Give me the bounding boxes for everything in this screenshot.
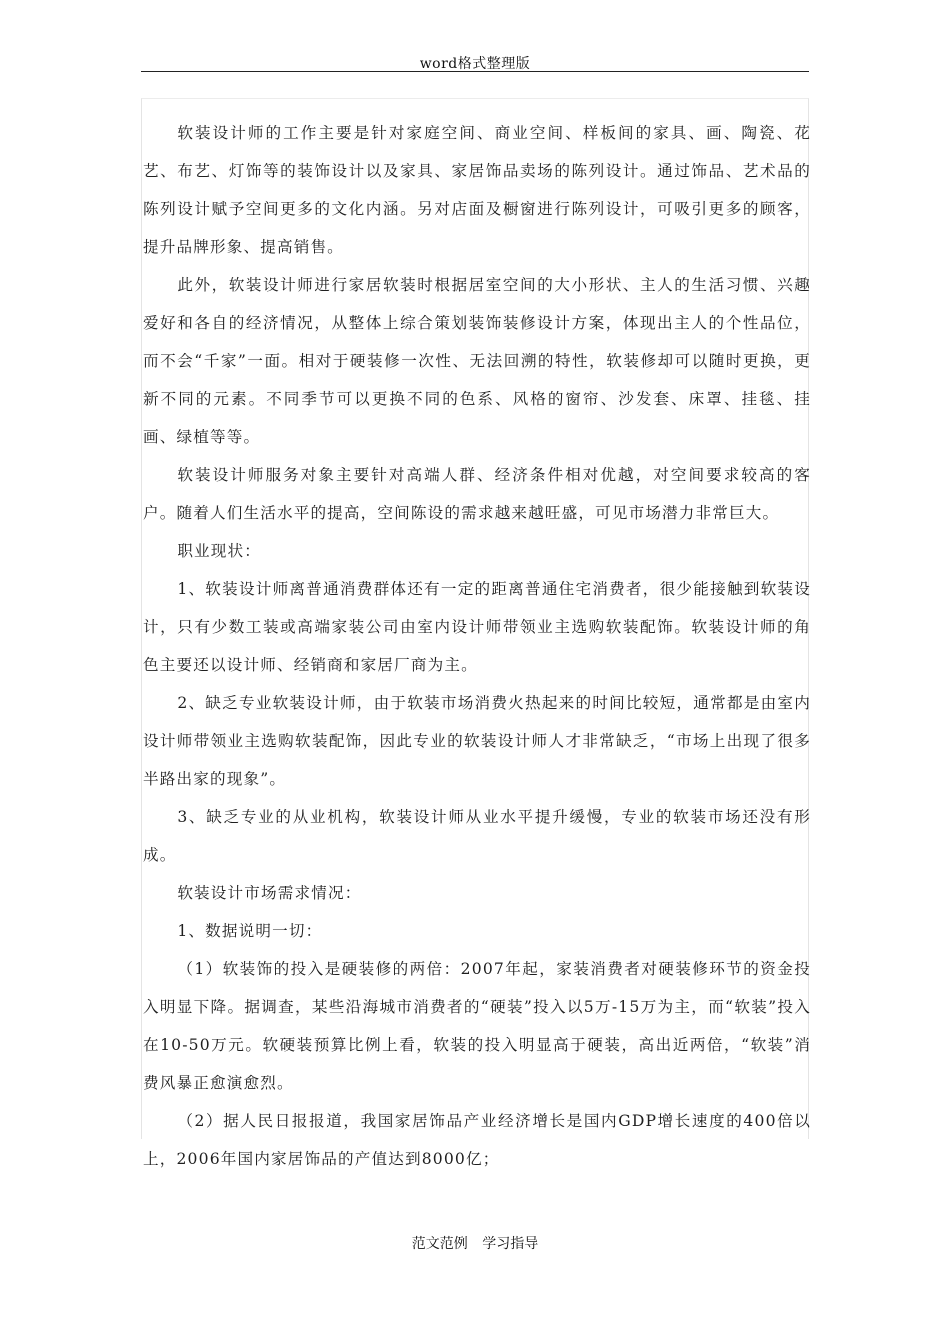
sub-item-demand-2: （2）据人民日报报道，我国家居饰品产业经济增长是国内GDP增长速度的400倍以上，2006年国内家居饰品的产值达到8000亿； [143,1112,811,1168]
list-item-demand-1: 1、数据说明一切： [177,922,323,940]
page-footer-text: 范文范例 学习指导 [411,1236,539,1252]
paragraph-intro: 软装设计师的工作主要是针对家庭空间、商业空间、样板间的家具、画、陶瓷、花艺、布艺、灯饰等的装饰设计以及家具、家居饰品卖场的陈列设计。通过饰品、艺术品的陈列设计赋予空间更多的文化内涵。另对店面及橱窗进行陈列设计，可吸引更多的顾客，提升品牌形象、提高销售。 [143,124,811,256]
paragraph-additional: 此外，软装设计师进行家居软装时根据居室空间的大小形状、主人的生活习惯、兴趣爱好和各自的经济情况，从整体上综合策划装饰装修设计方案，体现出主人的个性品位，而不会“千家”一面。相对于硬装修一次性、无法回溯的特性，软装修却可以随时更换，更新不同的元素。不同季节可以更换不同的色系、风格的窗帘、沙发套、床罩、挂毯、挂画、绿植等等。 [143,276,811,446]
paragraph-clients: 软装设计师服务对象主要针对高端人群、经济条件相对优越，对空间要求较高的客户。随着人们生活水平的提高，空间陈设的需求越来越旺盛，可见市场潜力非常巨大。 [143,466,811,522]
page-header-title: word格式整理版 [419,56,531,72]
list-item-status-2: 2、缺乏专业软装设计师，由于软装市场消费火热起来的时间比较短，通常都是由室内设计师带领业主选购软装配饰，因此专业的软装设计师人才非常缺乏，“市场上出现了很多半路出家的现象”。 [143,694,811,788]
header-divider [141,71,809,72]
section-heading-demand: 软装设计市场需求情况： [177,884,362,902]
list-item-status-1: 1、软装设计师离普通消费群体还有一定的距离普通住宅消费者，很少能接触到软装设计，只有少数工装或高端家装公司由室内设计师带领业主选购软装配饰。软装设计师的角色主要还以设计师、经销商和家居厂商为主。 [143,580,811,674]
document-body [143,114,811,1178]
section-heading-status: 职业现状： [177,542,262,560]
list-item-status-3: 3、缺乏专业的从业机构，软装设计师从业水平提升缓慢，专业的软装市场还没有形成。 [143,808,811,864]
sub-item-demand-1: （1）软装饰的投入是硬装修的两倍：2007年起，家装消费者对硬装修环节的资金投入明显下降。据调查，某些沿海城市消费者的“硬装”投入以5万-15万为主，而“软装”投入在10-50万元。软硬装预算比例上看，软装的投入明显高于硬装，高出近两倍，“软装”消费风暴正愈演愈烈。 [143,960,811,1092]
